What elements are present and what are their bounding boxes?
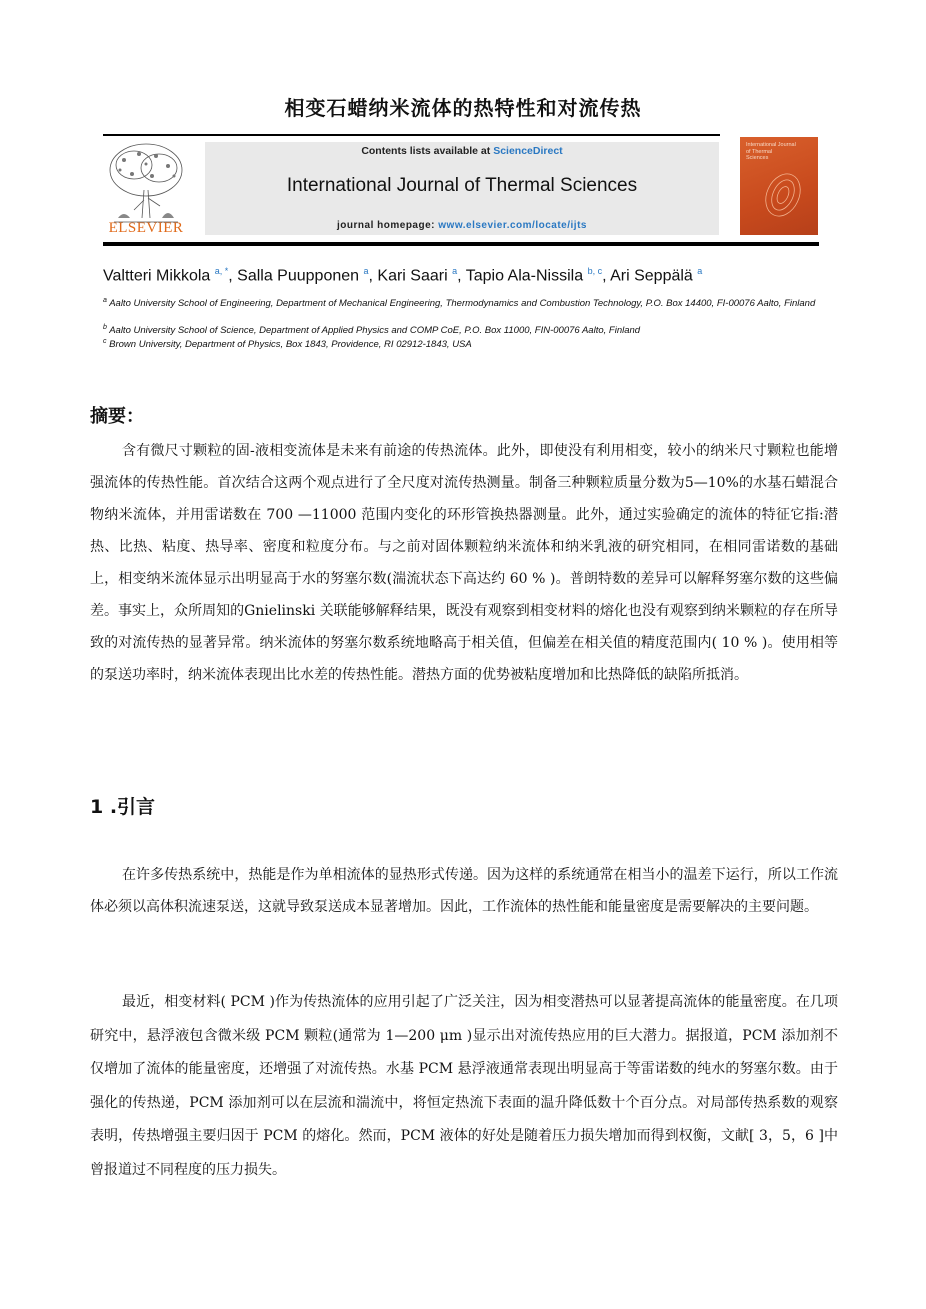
author-affiliation-mark[interactable]: b, c — [587, 266, 603, 276]
banner-top-rule — [103, 134, 720, 136]
affiliation-text: Aalto University School of Science, Department of Applied Physics and COMP CoE, P.O. Box 11000, FIN-00076 Aalto, Finland — [109, 325, 641, 337]
author-affiliation-mark[interactable]: a — [452, 266, 458, 276]
affiliation-mark: c — [103, 338, 107, 345]
author-list: Valtteri Mikkola $^{a, *}$, Salla Puupponen $^a$, Kari Saari $^a$, Tapio Ala-Nissila $^{b, c}$, Ari Seppälä $^a$ — [103, 266, 703, 285]
journal-homepage-link[interactable]: www.elsevier.com/locate/ijts — [438, 220, 587, 231]
sciencedirect-link[interactable]: ScienceDirect — [493, 145, 563, 157]
document-title: 相变石蜡纳米流体的热特性和对流传热 — [284, 96, 642, 120]
author-name: Kari Saari — [377, 267, 448, 285]
author-name: Valtteri Mikkola — [103, 267, 211, 285]
contents-prefix: Contents lists available at — [361, 145, 494, 157]
intro-paragraph-1: 在许多传热系统中，热能是作为单相流体的显热形式传递。因为这样的系统通常在相当小的温差下运行，所以工作流体必须以高体积流速泵送，这就导致泵送成本显著增加。因此，工作流体的热性能和能量密度是需要解决的主要问题。 — [90, 867, 838, 915]
affiliation-c — [103, 335, 843, 352]
abstract-paragraph: 含有微尺寸颗粒的固-液相变流体是未来有前途的传热流体。此外，即使没有利用相变，较小的纳米尺寸颗粒也能增强流体的传热性能。首次结合这两个观点进行了全尺度对流传热测量。制备三种颗粒质量分数为5—10%的水基石蜡混合物纳米流体，并用雷诺数在 700 —11000 范围内变化的环形管换热器测量。此外，通过实验确定的流体的特征它指:潜热、比热、粘度、热导率、密度和粒度分布。与之前对固体颗粒纳米流体和纳米乳液的研究相同，在相同雷诺数的基础上，相变纳米流体显示出明显高于水的努塞尔数(湍流状态下高达约 60 % )。普朗特数的差异可以解释努塞尔数的这些偏差。事实上，众所周知的Gnielinski 关联能够解释结果，既没有观察到相变材料的熔化也没有观察到纳米颗粒的存在所导致的对流传热的显著异常。纳米流体的努塞尔数系统地略高于相关值，但偏差在相关值的精度范围内( 10 % )。使用相等的泵送功率时，纳米流体表现出比水差的传热性能。潜热方面的优势被粘度增加和比热降低的缺陷所抵消。 — [90, 443, 838, 683]
author-affiliation-mark[interactable]: a — [697, 266, 703, 276]
affiliation-a — [103, 294, 843, 311]
author-name: Salla Puupponen — [237, 267, 360, 285]
homepage-line — [205, 220, 719, 231]
affiliation-mark: a — [103, 297, 107, 304]
author-affiliation-mark[interactable]: a, * — [214, 266, 229, 276]
homepage-prefix: journal homepage: — [337, 220, 439, 231]
cover-art-icon — [758, 167, 808, 222]
banner-bottom-rule — [103, 242, 819, 246]
publisher-name: ELSEVIER — [108, 220, 184, 236]
author-name: Tapio Ala-Nissila — [465, 267, 584, 285]
affiliation-text: Aalto University School of Engineering, Department of Mechanical Engineering, Thermodynamics and Combustion Technology, P.O. Box 14400, FI-00076 Aalto, Finland — [109, 298, 816, 310]
intro-heading: 1 .引言 — [90, 796, 156, 818]
journal-name: International Journal of Thermal Sciences — [286, 175, 638, 196]
intro-paragraph-2: 最近，相变材料( PCM )作为传热流体的应用引起了广泛关注，因为相变潜热可以显著提高流体的能量密度。在几项研究中，悬浮液包含微米级 PCM 颗粒(通常为 1—200 μm )显示出对流传热应用的巨大潜力。据报道，PCM 添加剂不仅增加了流体的能量密度，还增强了对流传热。水基 PCM 悬浮液通常表现出明显高于等雷诺数的纯水的努塞尔数。由于强化的传热递，PCM 添加剂可以在层流和湍流中，将恒定热流下表面的温升降低数十个百分点。对局部传热系数的观察表明，传热增强主要归因于 PCM 的熔化。然而，PCM 液体的好处是随着压力损失增加而得到权衡，文献[ 3，5，6 ]中曾报道过不同程度的压力损失。 — [90, 994, 838, 1178]
affiliation-mark: b — [103, 324, 107, 331]
abstract-heading: 摘要： — [90, 406, 144, 427]
journal-banner — [205, 142, 719, 235]
cover-title: International Journal of Thermal Sciences — [746, 142, 796, 161]
affiliation-text: Brown University, Department of Physics, Box 1843, Providence, RI 02912-1843, USA — [109, 339, 472, 351]
author-name: Ari Seppälä — [610, 267, 693, 285]
contents-line — [205, 145, 719, 157]
author-affiliation-mark[interactable]: a — [363, 266, 369, 276]
journal-cover — [740, 137, 818, 235]
